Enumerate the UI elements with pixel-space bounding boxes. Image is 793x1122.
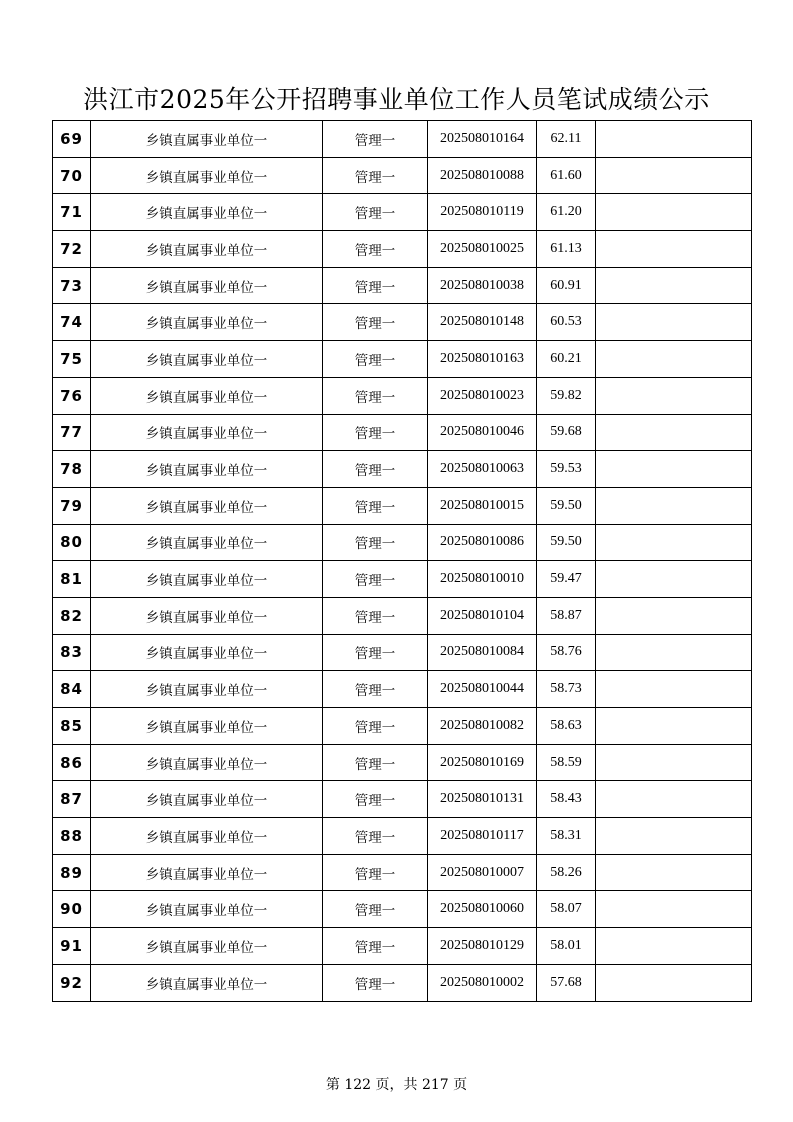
table-row <box>53 854 752 891</box>
position-cell: 管理一 <box>323 744 428 781</box>
unit-cell: 乡镇直属事业单位一 <box>91 561 323 598</box>
score-cell: 58.59 <box>537 744 596 781</box>
exam-id-cell: 202508010015 <box>428 487 537 524</box>
unit-cell: 乡镇直属事业单位一 <box>91 267 323 304</box>
position-cell: 管理一 <box>323 561 428 598</box>
exam-id-cell: 202508010023 <box>428 377 537 414</box>
table-row <box>53 231 752 268</box>
score-table-body <box>53 121 752 1002</box>
exam-id-cell: 202508010086 <box>428 524 537 561</box>
exam-id-cell: 202508010084 <box>428 634 537 671</box>
table-row <box>53 561 752 598</box>
exam-id-cell: 202508010117 <box>428 818 537 855</box>
score-cell: 59.47 <box>537 561 596 598</box>
row-number-cell: 91 <box>53 928 91 965</box>
exam-id-cell: 202508010010 <box>428 561 537 598</box>
table-row <box>53 487 752 524</box>
position-cell: 管理一 <box>323 708 428 745</box>
score-cell: 61.13 <box>537 231 596 268</box>
table-row <box>53 964 752 1001</box>
note-cell <box>596 671 752 708</box>
exam-id-cell: 202508010164 <box>428 121 537 158</box>
score-cell: 62.11 <box>537 121 596 158</box>
score-cell: 60.53 <box>537 304 596 341</box>
score-cell: 61.60 <box>537 157 596 194</box>
exam-id-cell: 202508010131 <box>428 781 537 818</box>
unit-cell: 乡镇直属事业单位一 <box>91 341 323 378</box>
table-row <box>53 928 752 965</box>
row-number-cell: 84 <box>53 671 91 708</box>
exam-id-cell: 202508010082 <box>428 708 537 745</box>
score-table <box>52 120 752 1002</box>
unit-cell: 乡镇直属事业单位一 <box>91 744 323 781</box>
table-row <box>53 744 752 781</box>
table-row <box>53 634 752 671</box>
score-cell: 60.21 <box>537 341 596 378</box>
unit-cell: 乡镇直属事业单位一 <box>91 708 323 745</box>
exam-id-cell: 202508010063 <box>428 451 537 488</box>
score-cell: 58.26 <box>537 854 596 891</box>
table-row <box>53 818 752 855</box>
score-cell: 60.91 <box>537 267 596 304</box>
table-row <box>53 414 752 451</box>
position-cell: 管理一 <box>323 341 428 378</box>
page-title: 洪江市2025年公开招聘事业单位工作人员笔试成绩公示 <box>83 85 710 114</box>
row-number-cell: 79 <box>53 487 91 524</box>
row-number-cell: 70 <box>53 157 91 194</box>
position-cell: 管理一 <box>323 231 428 268</box>
exam-id-cell: 202508010104 <box>428 597 537 634</box>
row-number-cell: 85 <box>53 708 91 745</box>
note-cell <box>596 377 752 414</box>
score-cell: 61.20 <box>537 194 596 231</box>
row-number-cell: 87 <box>53 781 91 818</box>
table-row <box>53 671 752 708</box>
row-number-cell: 69 <box>53 121 91 158</box>
exam-id-cell: 202508010088 <box>428 157 537 194</box>
note-cell <box>596 524 752 561</box>
note-cell <box>596 634 752 671</box>
position-cell: 管理一 <box>323 194 428 231</box>
table-row <box>53 891 752 928</box>
position-cell: 管理一 <box>323 964 428 1001</box>
note-cell <box>596 487 752 524</box>
position-cell: 管理一 <box>323 524 428 561</box>
table-row <box>53 157 752 194</box>
unit-cell: 乡镇直属事业单位一 <box>91 304 323 341</box>
table-row <box>53 708 752 745</box>
score-cell: 59.82 <box>537 377 596 414</box>
score-cell: 59.50 <box>537 524 596 561</box>
unit-cell: 乡镇直属事业单位一 <box>91 524 323 561</box>
table-row <box>53 377 752 414</box>
note-cell <box>596 708 752 745</box>
row-number-cell: 72 <box>53 231 91 268</box>
unit-cell: 乡镇直属事业单位一 <box>91 964 323 1001</box>
exam-id-cell: 202508010148 <box>428 304 537 341</box>
exam-id-cell: 202508010038 <box>428 267 537 304</box>
unit-cell: 乡镇直属事业单位一 <box>91 487 323 524</box>
note-cell <box>596 194 752 231</box>
position-cell: 管理一 <box>323 487 428 524</box>
row-number-cell: 75 <box>53 341 91 378</box>
exam-id-cell: 202508010046 <box>428 414 537 451</box>
position-cell: 管理一 <box>323 121 428 158</box>
note-cell <box>596 744 752 781</box>
table-row <box>53 121 752 158</box>
row-number-cell: 77 <box>53 414 91 451</box>
note-cell <box>596 781 752 818</box>
unit-cell: 乡镇直属事业单位一 <box>91 928 323 965</box>
note-cell <box>596 854 752 891</box>
score-cell: 58.87 <box>537 597 596 634</box>
note-cell <box>596 597 752 634</box>
note-cell <box>596 341 752 378</box>
table-row <box>53 524 752 561</box>
row-number-cell: 86 <box>53 744 91 781</box>
row-number-cell: 73 <box>53 267 91 304</box>
unit-cell: 乡镇直属事业单位一 <box>91 377 323 414</box>
exam-id-cell: 202508010044 <box>428 671 537 708</box>
unit-cell: 乡镇直属事业单位一 <box>91 854 323 891</box>
note-cell <box>596 121 752 158</box>
score-cell: 58.43 <box>537 781 596 818</box>
position-cell: 管理一 <box>323 304 428 341</box>
exam-id-cell: 202508010025 <box>428 231 537 268</box>
row-number-cell: 81 <box>53 561 91 598</box>
row-number-cell: 88 <box>53 818 91 855</box>
row-number-cell: 76 <box>53 377 91 414</box>
row-number-cell: 71 <box>53 194 91 231</box>
score-cell: 58.07 <box>537 891 596 928</box>
unit-cell: 乡镇直属事业单位一 <box>91 891 323 928</box>
exam-id-cell: 202508010169 <box>428 744 537 781</box>
row-number-cell: 78 <box>53 451 91 488</box>
score-cell: 58.76 <box>537 634 596 671</box>
row-number-cell: 74 <box>53 304 91 341</box>
score-cell: 58.73 <box>537 671 596 708</box>
position-cell: 管理一 <box>323 597 428 634</box>
note-cell <box>596 304 752 341</box>
exam-id-cell: 202508010007 <box>428 854 537 891</box>
unit-cell: 乡镇直属事业单位一 <box>91 671 323 708</box>
exam-id-cell: 202508010119 <box>428 194 537 231</box>
position-cell: 管理一 <box>323 267 428 304</box>
note-cell <box>596 964 752 1001</box>
position-cell: 管理一 <box>323 891 428 928</box>
position-cell: 管理一 <box>323 451 428 488</box>
table-row <box>53 341 752 378</box>
position-cell: 管理一 <box>323 928 428 965</box>
note-cell <box>596 891 752 928</box>
unit-cell: 乡镇直属事业单位一 <box>91 194 323 231</box>
note-cell <box>596 451 752 488</box>
score-cell: 57.68 <box>537 964 596 1001</box>
row-number-cell: 92 <box>53 964 91 1001</box>
position-cell: 管理一 <box>323 634 428 671</box>
position-cell: 管理一 <box>323 781 428 818</box>
score-cell: 58.31 <box>537 818 596 855</box>
table-row <box>53 304 752 341</box>
score-cell: 59.53 <box>537 451 596 488</box>
note-cell <box>596 157 752 194</box>
unit-cell: 乡镇直属事业单位一 <box>91 818 323 855</box>
table-row <box>53 781 752 818</box>
row-number-cell: 83 <box>53 634 91 671</box>
exam-id-cell: 202508010060 <box>428 891 537 928</box>
unit-cell: 乡镇直属事业单位一 <box>91 451 323 488</box>
note-cell <box>596 561 752 598</box>
unit-cell: 乡镇直属事业单位一 <box>91 634 323 671</box>
position-cell: 管理一 <box>323 818 428 855</box>
row-number-cell: 89 <box>53 854 91 891</box>
table-row <box>53 267 752 304</box>
unit-cell: 乡镇直属事业单位一 <box>91 781 323 818</box>
position-cell: 管理一 <box>323 157 428 194</box>
score-cell: 58.63 <box>537 708 596 745</box>
score-cell: 59.68 <box>537 414 596 451</box>
unit-cell: 乡镇直属事业单位一 <box>91 231 323 268</box>
position-cell: 管理一 <box>323 854 428 891</box>
position-cell: 管理一 <box>323 414 428 451</box>
exam-id-cell: 202508010163 <box>428 341 537 378</box>
page-footer: 第 122 页，共 217 页 <box>325 1077 468 1093</box>
table-row <box>53 451 752 488</box>
note-cell <box>596 267 752 304</box>
score-cell: 59.50 <box>537 487 596 524</box>
unit-cell: 乡镇直属事业单位一 <box>91 121 323 158</box>
note-cell <box>596 818 752 855</box>
unit-cell: 乡镇直属事业单位一 <box>91 414 323 451</box>
exam-id-cell: 202508010002 <box>428 964 537 1001</box>
position-cell: 管理一 <box>323 671 428 708</box>
unit-cell: 乡镇直属事业单位一 <box>91 157 323 194</box>
table-row <box>53 194 752 231</box>
unit-cell: 乡镇直属事业单位一 <box>91 597 323 634</box>
note-cell <box>596 231 752 268</box>
row-number-cell: 90 <box>53 891 91 928</box>
note-cell <box>596 928 752 965</box>
table-row <box>53 597 752 634</box>
score-cell: 58.01 <box>537 928 596 965</box>
exam-id-cell: 202508010129 <box>428 928 537 965</box>
position-cell: 管理一 <box>323 377 428 414</box>
row-number-cell: 82 <box>53 597 91 634</box>
row-number-cell: 80 <box>53 524 91 561</box>
note-cell <box>596 414 752 451</box>
